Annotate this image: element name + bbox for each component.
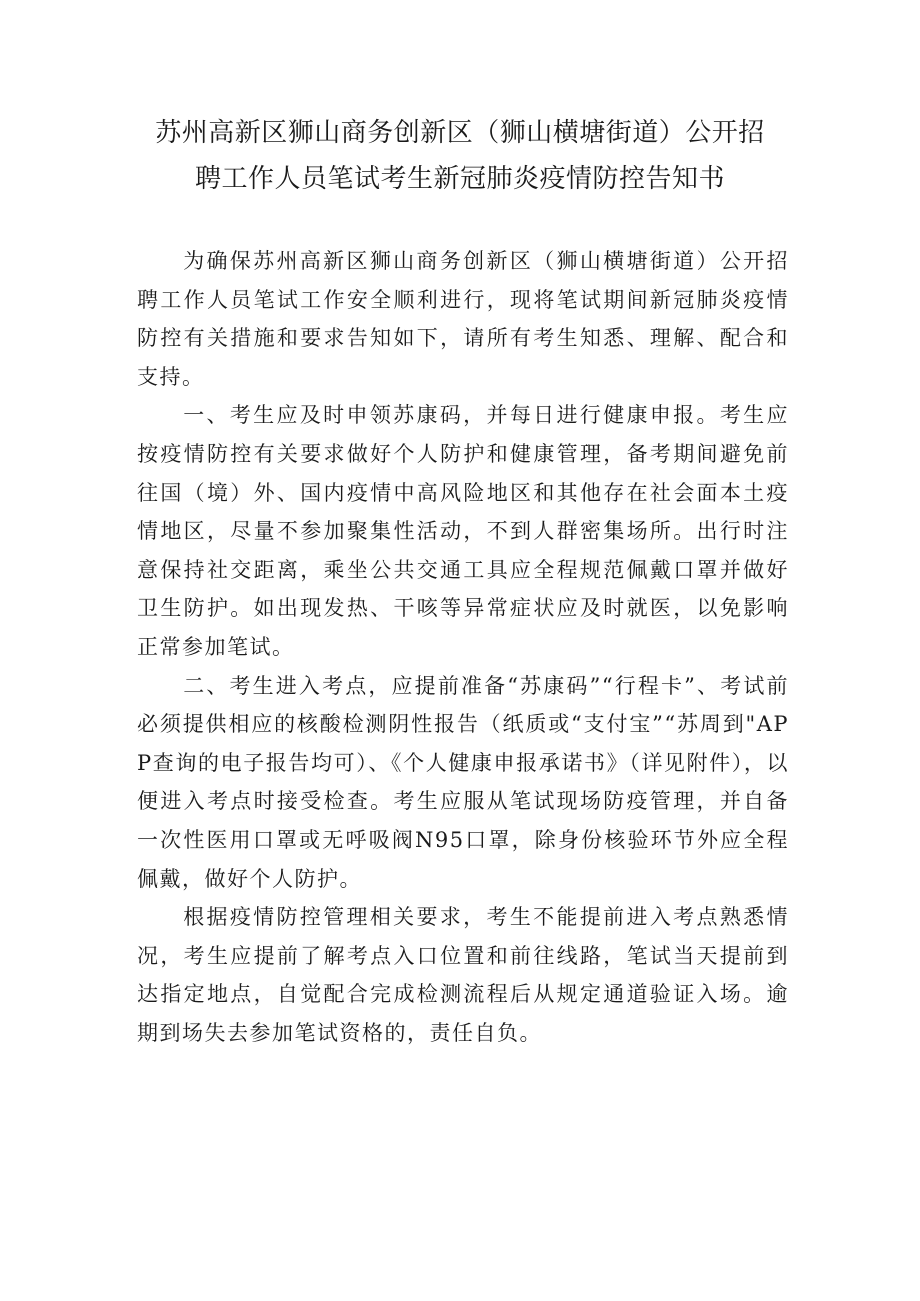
paragraph-item-2: 二、考生进入考点，应提前准备“苏康码”“行程卡”、考试前必须提供相应的核酸检测阴性报告（纸质或“支付宝”“苏周到"APP查询的电子报告均可）、《个人健康申报承诺书》（详见附件），以便进入考点时接受检查。考生应服从笔试现场防疫管理，并自备一次性医用口罩或无呼吸阀N95口罩，除身份核验环节外应全程佩戴，做好个人防护。 xyxy=(137,673,789,891)
document-body xyxy=(137,242,789,1052)
title-line-1: 苏州高新区狮山商务创新区（狮山横塘街道）公开招 xyxy=(155,118,765,148)
title-line-2: 聘工作人员笔试考生新冠肺炎疫情防控告知书 xyxy=(194,164,725,194)
paragraph-closing: 根据疫情防控管理相关要求，考生不能提前进入考点熟悉情况，考生应提前了解考点入口位置和前往线路，笔试当天提前到达指定地点，自觉配合完成检测流程后从规定通道验证入场。逾期到场失去参加笔试资格的，责任自负。 xyxy=(137,905,789,1045)
paragraph-intro: 为确保苏州高新区狮山商务创新区（狮山横塘街道）公开招聘工作人员笔试工作安全顺利进行，现将笔试期间新冠肺炎疫情防控有关措施和要求告知如下，请所有考生知悉、理解、配合和支持。 xyxy=(137,249,789,389)
paragraph-item-1: 一、考生应及时申领苏康码，并每日进行健康申报。考生应按疫情防控有关要求做好个人防护和健康管理，备考期间避免前往国（境）外、国内疫情中高风险地区和其他存在社会面本土疫情地区，尽量不参加聚集性活动，不到人群密集场所。出行时注意保持社交距离，乘坐公共交通工具应全程规范佩戴口罩并做好卫生防护。如出现发热、干咳等异常症状应及时就医，以免影响正常参加笔试。 xyxy=(137,403,789,659)
document-title xyxy=(120,110,800,202)
